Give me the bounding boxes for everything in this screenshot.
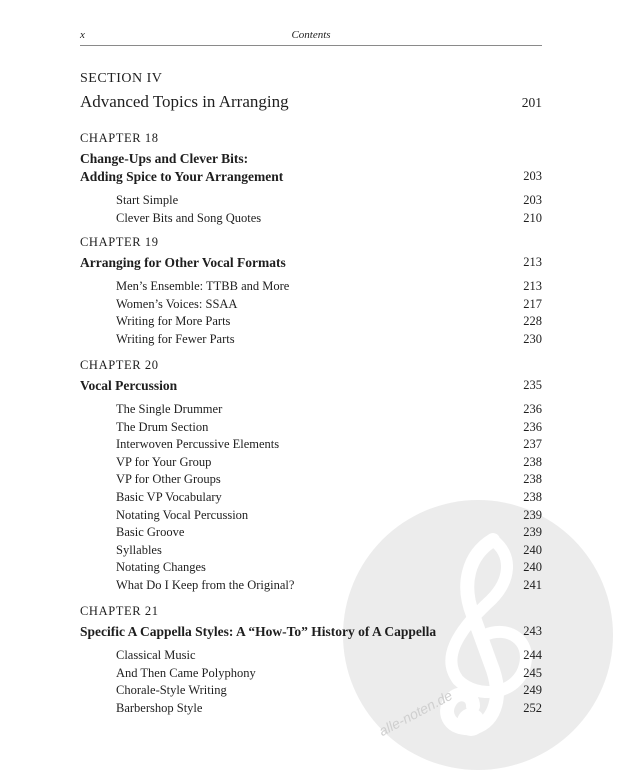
entry-title: Barbershop Style: [116, 701, 203, 715]
chapter-title: Adding Spice to Your Arrangement: [80, 169, 284, 184]
entry-title: Writing for More Parts: [116, 314, 231, 328]
entry-page: 236: [523, 420, 542, 434]
section-title: Advanced Topics in Arranging: [80, 92, 289, 111]
entry-page: 241: [523, 578, 542, 592]
chapter-page: 235: [523, 378, 542, 392]
header-title: Contents: [291, 29, 331, 41]
entry-title: VP for Your Group: [116, 455, 212, 469]
entry-page: 217: [523, 297, 542, 311]
running-header: [80, 29, 542, 46]
entry-page: 213: [523, 279, 542, 293]
chapter-page: 203: [523, 169, 542, 183]
entry-page: 238: [523, 490, 542, 504]
entry-page: 245: [523, 666, 542, 680]
entry-title: And Then Came Polyphony: [116, 666, 256, 680]
toc-entry[interactable]: [0, 193, 640, 213]
chapter-title: Specific A Cappella Styles: A “How-To” History of A Cappella: [80, 624, 437, 639]
chapter-label: CHAPTER 21: [80, 604, 159, 618]
section-page: 201: [521, 95, 542, 110]
entry-page: 210: [523, 211, 542, 225]
chapter-title: Vocal Percussion: [80, 378, 178, 393]
toc-entry[interactable]: [0, 314, 640, 334]
entry-title: What Do I Keep from the Original?: [116, 578, 295, 592]
entry-title: Notating Vocal Percussion: [116, 508, 249, 522]
toc-entry[interactable]: [0, 332, 640, 352]
entry-page: 238: [523, 472, 542, 486]
entry-page: 239: [523, 525, 542, 539]
entry-page: 237: [523, 437, 542, 451]
entry-title: The Single Drummer: [116, 402, 223, 416]
chapter-title-row[interactable]: [0, 151, 640, 171]
chapter-title-row[interactable]: [0, 255, 640, 275]
toc-entry[interactable]: [0, 560, 640, 580]
entry-page: 239: [523, 508, 542, 522]
toc-entry[interactable]: [0, 525, 640, 545]
watermark-text: alle-noten.de: [375, 686, 455, 740]
entry-title: The Drum Section: [116, 420, 209, 434]
header-page-number: x: [80, 29, 85, 41]
entry-page: 252: [523, 701, 542, 715]
entry-page: 240: [523, 560, 542, 574]
chapter-label: CHAPTER 20: [80, 358, 159, 372]
chapter-label: CHAPTER 18: [80, 131, 159, 145]
toc-entry[interactable]: [0, 490, 640, 510]
entry-title: Clever Bits and Song Quotes: [116, 211, 262, 225]
entry-page: 228: [523, 314, 542, 328]
chapter-title-row[interactable]: [0, 378, 640, 398]
entry-title: Women’s Voices: SSAA: [116, 297, 238, 311]
entry-title: Classical Music: [116, 648, 196, 662]
chapter-title-row[interactable]: [0, 624, 640, 644]
toc-entry[interactable]: [0, 648, 640, 668]
chapter-page: 213: [523, 255, 542, 269]
section-label: SECTION IV: [80, 71, 163, 86]
toc-entry[interactable]: [0, 683, 640, 703]
entry-page: 203: [523, 193, 542, 207]
chapter-title: Change-Ups and Clever Bits:: [80, 151, 249, 166]
entry-title: Chorale-Style Writing: [116, 683, 227, 697]
entry-title: Syllables: [116, 543, 162, 557]
chapter-title: Arranging for Other Vocal Formats: [80, 255, 286, 270]
entry-page: 238: [523, 455, 542, 469]
entry-page: 230: [523, 332, 542, 346]
entry-page: 236: [523, 402, 542, 416]
entry-title: Writing for Fewer Parts: [116, 332, 235, 346]
entry-page: 249: [523, 683, 542, 697]
toc-entry[interactable]: [0, 437, 640, 457]
entry-title: Start Simple: [116, 193, 179, 207]
entry-page: 240: [523, 543, 542, 557]
entry-title: Interwoven Percussive Elements: [116, 437, 280, 451]
toc-entry[interactable]: [0, 211, 640, 231]
toc-entry[interactable]: [0, 279, 640, 299]
entry-title: Men’s Ensemble: TTBB and More: [116, 279, 290, 293]
chapter-page: 243: [523, 624, 542, 638]
entry-title: VP for Other Groups: [116, 472, 221, 486]
chapter-title-row[interactable]: [0, 169, 640, 189]
toc-entry[interactable]: [0, 472, 640, 492]
toc-entry[interactable]: [0, 578, 640, 598]
toc-entry[interactable]: [0, 402, 640, 422]
entry-title: Basic VP Vocabulary: [116, 490, 222, 504]
section-heading[interactable]: [0, 92, 640, 112]
entry-title: Notating Changes: [116, 560, 206, 574]
entry-title: Basic Groove: [116, 525, 185, 539]
entry-page: 244: [523, 648, 542, 662]
toc-entry[interactable]: [0, 701, 640, 721]
chapter-label: CHAPTER 19: [80, 235, 159, 249]
